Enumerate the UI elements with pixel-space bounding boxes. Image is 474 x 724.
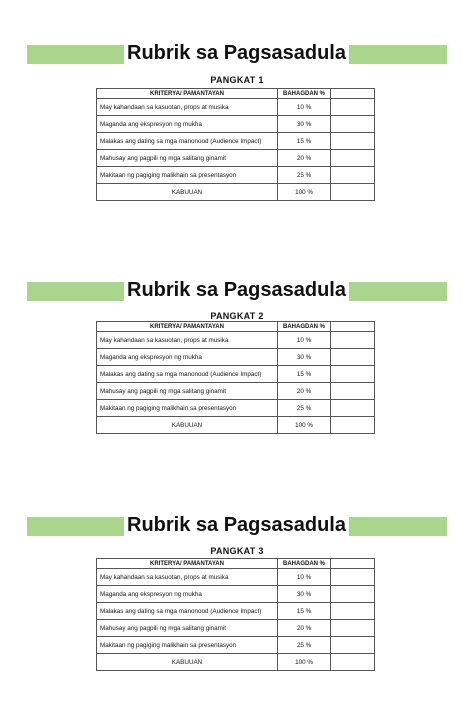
rubric-table (96, 321, 375, 434)
header-criteria: KRITERYA/ PAMANTAYAN (97, 89, 278, 99)
table-row (97, 349, 375, 366)
total-percent: 100 % (278, 184, 331, 201)
criterion-cell: Makitaan ng pagiging malikhain sa presentasyon (97, 637, 278, 654)
percent-cell: 15 % (278, 366, 331, 383)
percent-cell: 25 % (278, 167, 331, 184)
table-header-row (97, 559, 375, 569)
rubric-title: Rubrik sa Pagsasadula (127, 514, 346, 536)
criterion-cell: Malakas ang dating sa mga manonood (Audience Impact) (97, 366, 278, 383)
table-row (97, 133, 375, 150)
score-cell (331, 586, 375, 603)
header-score (331, 322, 375, 332)
criterion-cell: Maganda ang ekspresyon ng mukha (97, 116, 278, 133)
group-label: PANGKAT 1 (210, 75, 264, 85)
group-label: PANGKAT 2 (210, 311, 264, 321)
title-row (27, 42, 447, 64)
score-cell (331, 637, 375, 654)
table-row (97, 366, 375, 383)
header-percent: BAHAGDAN % (278, 322, 331, 332)
percent-cell: 10 % (278, 332, 331, 349)
table-row (97, 99, 375, 116)
header-percent: BAHAGDAN % (278, 89, 331, 99)
header-percent: BAHAGDAN % (278, 559, 331, 569)
table-row (97, 116, 375, 133)
percent-cell: 30 % (278, 116, 331, 133)
criterion-cell: Mahusay ang pagpili ng mga salitang ginamit (97, 620, 278, 637)
title-bar-right (349, 45, 447, 64)
title-row (27, 279, 447, 301)
score-cell (331, 569, 375, 586)
score-cell (331, 332, 375, 349)
table-row (97, 637, 375, 654)
header-score (331, 559, 375, 569)
percent-cell: 20 % (278, 383, 331, 400)
header-score (331, 89, 375, 99)
percent-cell: 15 % (278, 603, 331, 620)
score-cell (331, 349, 375, 366)
rubric-title: Rubrik sa Pagsasadula (127, 279, 346, 301)
total-score-cell (331, 654, 375, 671)
percent-cell: 20 % (278, 620, 331, 637)
rubric-table (96, 558, 375, 671)
score-cell (331, 603, 375, 620)
table-header-row (97, 89, 375, 99)
total-percent: 100 % (278, 417, 331, 434)
title-bar-left (27, 517, 124, 536)
percent-cell: 20 % (278, 150, 331, 167)
table-total-row (97, 417, 375, 434)
rubric-title: Rubrik sa Pagsasadula (127, 42, 346, 64)
group-label: PANGKAT 3 (210, 546, 264, 556)
rubric-table (96, 88, 375, 201)
table-row (97, 167, 375, 184)
table-total-row (97, 184, 375, 201)
total-score-cell (331, 417, 375, 434)
criterion-cell: May kahandaan sa kasuotan, props at musika (97, 99, 278, 116)
total-label: KABUUAN (97, 654, 278, 671)
table-row (97, 620, 375, 637)
percent-cell: 30 % (278, 349, 331, 366)
percent-cell: 10 % (278, 99, 331, 116)
table-row (97, 332, 375, 349)
score-cell (331, 150, 375, 167)
criterion-cell: Malakas ang dating sa mga manonood (Audience Impact) (97, 133, 278, 150)
score-cell (331, 99, 375, 116)
criterion-cell: Makitaan ng pagiging malikhain sa presentasyon (97, 167, 278, 184)
score-cell (331, 167, 375, 184)
criterion-cell: May kahandaan sa kasuotan, props at musika (97, 569, 278, 586)
header-criteria: KRITERYA/ PAMANTAYAN (97, 322, 278, 332)
title-bar-left (27, 282, 124, 301)
table-header-row (97, 322, 375, 332)
table-row (97, 150, 375, 167)
table-row (97, 586, 375, 603)
title-row (27, 514, 447, 536)
title-bar-right (349, 282, 447, 301)
percent-cell: 25 % (278, 400, 331, 417)
total-score-cell (331, 184, 375, 201)
percent-cell: 25 % (278, 637, 331, 654)
score-cell (331, 383, 375, 400)
table-total-row (97, 654, 375, 671)
score-cell (331, 400, 375, 417)
score-cell (331, 116, 375, 133)
table-row (97, 400, 375, 417)
total-percent: 100 % (278, 654, 331, 671)
score-cell (331, 620, 375, 637)
title-bar-left (27, 45, 124, 64)
criterion-cell: Mahusay ang pagpili ng mga salitang ginamit (97, 383, 278, 400)
criterion-cell: Malakas ang dating sa mga manonood (Audience Impact) (97, 603, 278, 620)
percent-cell: 10 % (278, 569, 331, 586)
percent-cell: 30 % (278, 586, 331, 603)
table-row (97, 603, 375, 620)
title-bar-right (349, 517, 447, 536)
header-criteria: KRITERYA/ PAMANTAYAN (97, 559, 278, 569)
criterion-cell: Mahusay ang pagpili ng mga salitang ginamit (97, 150, 278, 167)
score-cell (331, 366, 375, 383)
score-cell (331, 133, 375, 150)
criterion-cell: May kahandaan sa kasuotan, props at musika (97, 332, 278, 349)
total-label: KABUUAN (97, 417, 278, 434)
total-label: KABUUAN (97, 184, 278, 201)
criterion-cell: Makitaan ng pagiging malikhain sa presentasyon (97, 400, 278, 417)
table-row (97, 569, 375, 586)
table-row (97, 383, 375, 400)
criterion-cell: Maganda ang ekspresyon ng mukha (97, 586, 278, 603)
percent-cell: 15 % (278, 133, 331, 150)
criterion-cell: Maganda ang ekspresyon ng mukha (97, 349, 278, 366)
